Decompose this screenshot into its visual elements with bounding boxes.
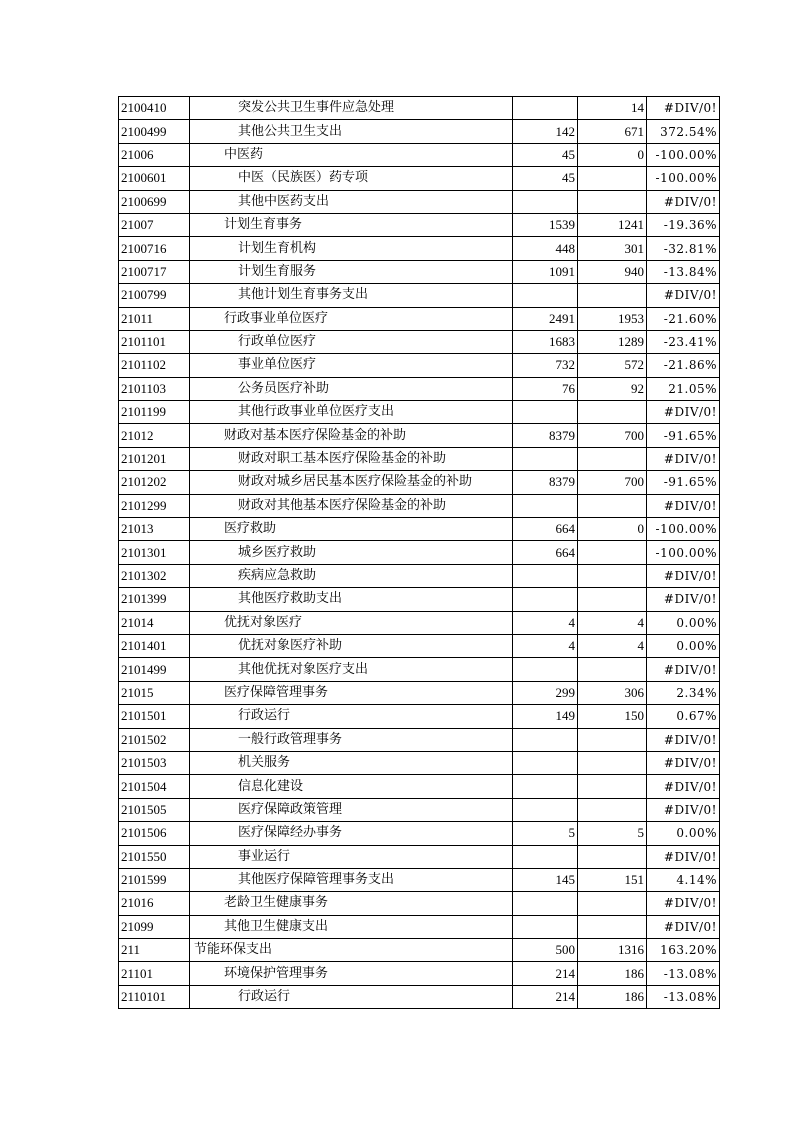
table-row <box>119 962 720 985</box>
account-code-cell: 21012 <box>119 424 190 447</box>
account-name-text: 行政单位医疗 <box>238 334 317 350</box>
account-name-text: 医疗保障政策管理 <box>238 801 343 817</box>
table-row <box>119 658 720 681</box>
account-name-cell <box>190 681 513 704</box>
account-name-text: 机关服务 <box>238 755 291 771</box>
table-row <box>119 424 720 447</box>
account-code-cell: 2101505 <box>119 798 190 821</box>
account-code-cell: 2101199 <box>119 401 190 424</box>
current-amount-cell: 700 <box>578 424 647 447</box>
table-row <box>119 868 720 891</box>
account-name-text: 事业单位医疗 <box>238 357 317 373</box>
account-code-cell: 2101504 <box>119 775 190 798</box>
table-row <box>119 143 720 166</box>
account-code-cell: 21101 <box>119 962 190 985</box>
account-code-cell: 21013 <box>119 518 190 541</box>
account-code-cell: 211 <box>119 939 190 962</box>
prior-amount-cell: 45 <box>513 143 578 166</box>
account-code-cell: 21015 <box>119 681 190 704</box>
account-name-text: 优抚对象医疗补助 <box>238 638 343 654</box>
prior-amount-cell <box>513 798 578 821</box>
account-name-text: 中医（民族医）药专项 <box>238 170 369 186</box>
account-name-text: 突发公共卫生事件应急处理 <box>238 100 395 116</box>
account-name-cell <box>190 424 513 447</box>
table-row <box>119 728 720 751</box>
table-row <box>119 401 720 424</box>
account-name-text: 事业运行 <box>238 848 291 864</box>
account-name-cell <box>190 705 513 728</box>
prior-amount-cell: 500 <box>513 939 578 962</box>
change-percent-cell: #DIV/0! <box>647 775 720 798</box>
account-name-text: 计划生育机构 <box>238 240 317 256</box>
change-percent-cell: #DIV/0! <box>647 494 720 517</box>
change-percent-cell: #DIV/0! <box>647 564 720 587</box>
current-amount-cell: 572 <box>578 354 647 377</box>
account-name-text: 行政事业单位医疗 <box>224 310 329 326</box>
change-percent-cell: 0.00% <box>647 634 720 657</box>
account-name-cell <box>190 518 513 541</box>
change-percent-cell: -21.86% <box>647 354 720 377</box>
current-amount-cell <box>578 588 647 611</box>
account-name-cell <box>190 213 513 236</box>
prior-amount-cell <box>513 97 578 120</box>
account-code-cell: 2101501 <box>119 705 190 728</box>
current-amount-cell <box>578 284 647 307</box>
account-code-cell: 2101102 <box>119 354 190 377</box>
account-name-cell <box>190 588 513 611</box>
table-row <box>119 564 720 587</box>
prior-amount-cell <box>513 915 578 938</box>
account-name-text: 城乡医疗救助 <box>238 544 317 560</box>
account-name-cell <box>190 564 513 587</box>
account-name-text: 环境保护管理事务 <box>224 965 329 981</box>
prior-amount-cell <box>513 190 578 213</box>
account-name-text: 医疗保障经办事务 <box>238 825 343 841</box>
account-name-text: 其他行政事业单位医疗支出 <box>238 404 395 420</box>
table-body <box>119 97 720 1009</box>
current-amount-cell: 151 <box>578 868 647 891</box>
table-row <box>119 213 720 236</box>
account-code-cell: 2101299 <box>119 494 190 517</box>
prior-amount-cell: 149 <box>513 705 578 728</box>
current-amount-cell: 1241 <box>578 213 647 236</box>
change-percent-cell: #DIV/0! <box>647 97 720 120</box>
prior-amount-cell <box>513 588 578 611</box>
change-percent-cell: -19.36% <box>647 213 720 236</box>
account-name-cell <box>190 775 513 798</box>
change-percent-cell: #DIV/0! <box>647 892 720 915</box>
change-percent-cell: -21.60% <box>647 307 720 330</box>
change-percent-cell: 21.05% <box>647 377 720 400</box>
account-name-text: 优抚对象医疗 <box>224 614 303 630</box>
change-percent-cell: -100.00% <box>647 167 720 190</box>
prior-amount-cell: 664 <box>513 541 578 564</box>
account-code-cell: 2100601 <box>119 167 190 190</box>
change-percent-cell: -100.00% <box>647 143 720 166</box>
account-name-text: 财政对城乡居民基本医疗保险基金的补助 <box>238 474 473 490</box>
account-code-cell: 2101401 <box>119 634 190 657</box>
account-name-text: 老龄卫生健康事务 <box>224 895 329 911</box>
current-amount-cell: 5 <box>578 822 647 845</box>
prior-amount-cell <box>513 494 578 517</box>
current-amount-cell <box>578 564 647 587</box>
account-code-cell: 2101506 <box>119 822 190 845</box>
current-amount-cell: 0 <box>578 143 647 166</box>
prior-amount-cell: 2491 <box>513 307 578 330</box>
current-amount-cell: 14 <box>578 97 647 120</box>
current-amount-cell <box>578 447 647 470</box>
account-name-text: 其他医疗保障管理事务支出 <box>238 872 395 888</box>
account-name-text: 财政对职工基本医疗保险基金的补助 <box>238 451 447 467</box>
account-name-text: 医疗救助 <box>224 521 277 537</box>
account-name-text: 行政运行 <box>238 989 291 1005</box>
account-name-cell <box>190 845 513 868</box>
account-code-cell: 2101103 <box>119 377 190 400</box>
account-name-cell <box>190 97 513 120</box>
account-name-cell <box>190 330 513 353</box>
change-percent-cell: #DIV/0! <box>647 915 720 938</box>
prior-amount-cell: 5 <box>513 822 578 845</box>
account-name-text: 疾病应急救助 <box>238 568 317 583</box>
account-name-text: 其他中医药支出 <box>238 193 330 209</box>
table-row <box>119 260 720 283</box>
prior-amount-cell: 1091 <box>513 260 578 283</box>
account-name-cell <box>190 611 513 634</box>
change-percent-cell: -32.81% <box>647 237 720 260</box>
change-percent-cell: 0.67% <box>647 705 720 728</box>
prior-amount-cell: 448 <box>513 237 578 260</box>
account-name-cell <box>190 658 513 681</box>
table-row <box>119 284 720 307</box>
change-percent-cell: #DIV/0! <box>647 798 720 821</box>
prior-amount-cell: 4 <box>513 634 578 657</box>
change-percent-cell: -91.65% <box>647 424 720 447</box>
account-code-cell: 2101502 <box>119 728 190 751</box>
account-name-cell <box>190 962 513 985</box>
account-name-cell <box>190 401 513 424</box>
account-name-cell <box>190 143 513 166</box>
prior-amount-cell <box>513 775 578 798</box>
change-percent-cell: -91.65% <box>647 471 720 494</box>
account-name-cell <box>190 190 513 213</box>
account-code-cell: 2101301 <box>119 541 190 564</box>
table-row <box>119 354 720 377</box>
current-amount-cell: 92 <box>578 377 647 400</box>
prior-amount-cell: 76 <box>513 377 578 400</box>
account-name-text: 其他计划生育事务支出 <box>238 287 369 303</box>
prior-amount-cell <box>513 401 578 424</box>
change-percent-cell: 163.20% <box>647 939 720 962</box>
table-row <box>119 471 720 494</box>
account-name-cell <box>190 494 513 517</box>
current-amount-cell: 4 <box>578 611 647 634</box>
table-row <box>119 985 720 1008</box>
account-name-cell <box>190 915 513 938</box>
account-name-cell <box>190 447 513 470</box>
change-percent-cell: #DIV/0! <box>647 588 720 611</box>
account-name-text: 其他医疗救助支出 <box>238 591 343 607</box>
account-code-cell: 2101101 <box>119 330 190 353</box>
account-code-cell: 2100716 <box>119 237 190 260</box>
account-code-cell: 21007 <box>119 213 190 236</box>
account-code-cell: 2101499 <box>119 658 190 681</box>
table-row <box>119 167 720 190</box>
account-name-text: 财政对其他基本医疗保险基金的补助 <box>238 497 447 513</box>
account-code-cell: 2100410 <box>119 97 190 120</box>
prior-amount-cell: 299 <box>513 681 578 704</box>
account-name-cell <box>190 728 513 751</box>
change-percent-cell: -13.08% <box>647 962 720 985</box>
account-code-cell: 2100717 <box>119 260 190 283</box>
account-code-cell: 2101503 <box>119 751 190 774</box>
table-row <box>119 798 720 821</box>
prior-amount-cell: 732 <box>513 354 578 377</box>
prior-amount-cell <box>513 658 578 681</box>
account-code-cell: 2101302 <box>119 564 190 587</box>
current-amount-cell: 671 <box>578 120 647 143</box>
change-percent-cell: #DIV/0! <box>647 401 720 424</box>
current-amount-cell: 186 <box>578 985 647 1008</box>
prior-amount-cell <box>513 892 578 915</box>
account-name-text: 计划生育事务 <box>224 217 303 233</box>
change-percent-cell: 372.54% <box>647 120 720 143</box>
table-row <box>119 447 720 470</box>
account-name-text: 计划生育服务 <box>238 263 317 279</box>
current-amount-cell <box>578 775 647 798</box>
account-name-cell <box>190 260 513 283</box>
table-row <box>119 307 720 330</box>
change-percent-cell: #DIV/0! <box>647 728 720 751</box>
table-row <box>119 237 720 260</box>
table-row <box>119 775 720 798</box>
current-amount-cell <box>578 915 647 938</box>
account-name-text: 中医药 <box>224 146 264 162</box>
prior-amount-cell <box>513 751 578 774</box>
change-percent-cell: -100.00% <box>647 518 720 541</box>
table-row <box>119 97 720 120</box>
current-amount-cell <box>578 798 647 821</box>
prior-amount-cell: 1683 <box>513 330 578 353</box>
table-row <box>119 377 720 400</box>
current-amount-cell <box>578 167 647 190</box>
table-row <box>119 330 720 353</box>
account-name-text: 行政运行 <box>238 708 291 724</box>
prior-amount-cell: 145 <box>513 868 578 891</box>
account-name-cell <box>190 985 513 1008</box>
prior-amount-cell: 214 <box>513 985 578 1008</box>
account-name-cell <box>190 634 513 657</box>
prior-amount-cell <box>513 447 578 470</box>
table-row <box>119 541 720 564</box>
current-amount-cell: 1316 <box>578 939 647 962</box>
account-name-text: 医疗保障管理事务 <box>224 684 329 700</box>
account-name-cell <box>190 307 513 330</box>
current-amount-cell: 150 <box>578 705 647 728</box>
account-code-cell: 21099 <box>119 915 190 938</box>
current-amount-cell <box>578 845 647 868</box>
prior-amount-cell <box>513 564 578 587</box>
account-name-cell <box>190 541 513 564</box>
current-amount-cell <box>578 728 647 751</box>
account-code-cell: 21011 <box>119 307 190 330</box>
table-row <box>119 939 720 962</box>
account-name-cell <box>190 354 513 377</box>
account-name-cell <box>190 892 513 915</box>
current-amount-cell <box>578 892 647 915</box>
current-amount-cell: 1953 <box>578 307 647 330</box>
account-code-cell: 2101201 <box>119 447 190 470</box>
account-code-cell: 2101550 <box>119 845 190 868</box>
change-percent-cell: -100.00% <box>647 541 720 564</box>
account-name-cell <box>190 377 513 400</box>
change-percent-cell: #DIV/0! <box>647 751 720 774</box>
account-name-text: 一般行政管理事务 <box>238 731 343 747</box>
current-amount-cell <box>578 658 647 681</box>
table-row <box>119 494 720 517</box>
account-name-text: 其他优抚对象医疗支出 <box>238 661 369 677</box>
prior-amount-cell: 664 <box>513 518 578 541</box>
current-amount-cell: 4 <box>578 634 647 657</box>
table-row <box>119 915 720 938</box>
account-code-cell: 21016 <box>119 892 190 915</box>
table-row <box>119 611 720 634</box>
current-amount-cell: 0 <box>578 518 647 541</box>
prior-amount-cell: 4 <box>513 611 578 634</box>
change-percent-cell: #DIV/0! <box>647 284 720 307</box>
change-percent-cell: #DIV/0! <box>647 658 720 681</box>
account-name-text: 公务员医疗补助 <box>238 380 330 396</box>
current-amount-cell <box>578 494 647 517</box>
change-percent-cell: 4.14% <box>647 868 720 891</box>
current-amount-cell: 186 <box>578 962 647 985</box>
current-amount-cell: 940 <box>578 260 647 283</box>
prior-amount-cell <box>513 728 578 751</box>
account-code-cell: 21006 <box>119 143 190 166</box>
current-amount-cell <box>578 541 647 564</box>
change-percent-cell: #DIV/0! <box>647 845 720 868</box>
table-row <box>119 634 720 657</box>
budget-expenditure-table <box>118 96 720 1009</box>
table-row <box>119 751 720 774</box>
table-row <box>119 892 720 915</box>
prior-amount-cell <box>513 284 578 307</box>
change-percent-cell: 0.00% <box>647 611 720 634</box>
account-code-cell: 21014 <box>119 611 190 634</box>
change-percent-cell: -23.41% <box>647 330 720 353</box>
prior-amount-cell: 8379 <box>513 424 578 447</box>
account-name-cell <box>190 120 513 143</box>
prior-amount-cell <box>513 845 578 868</box>
current-amount-cell: 700 <box>578 471 647 494</box>
table-row <box>119 518 720 541</box>
account-name-cell <box>190 237 513 260</box>
account-name-text: 财政对基本医疗保险基金的补助 <box>224 427 407 443</box>
table-row <box>119 705 720 728</box>
account-name-text: 其他公共卫生支出 <box>238 123 343 139</box>
table-row <box>119 588 720 611</box>
change-percent-cell: #DIV/0! <box>647 447 720 470</box>
change-percent-cell: 0.00% <box>647 822 720 845</box>
account-name-cell <box>190 284 513 307</box>
account-name-text: 其他卫生健康支出 <box>224 918 329 934</box>
prior-amount-cell: 214 <box>513 962 578 985</box>
account-name-cell <box>190 868 513 891</box>
account-code-cell: 2110101 <box>119 985 190 1008</box>
account-name-text: 信息化建设 <box>238 778 304 794</box>
account-name-cell <box>190 751 513 774</box>
account-name-cell <box>190 822 513 845</box>
account-name-cell <box>190 471 513 494</box>
current-amount-cell: 1289 <box>578 330 647 353</box>
current-amount-cell <box>578 751 647 774</box>
change-percent-cell: -13.08% <box>647 985 720 1008</box>
prior-amount-cell: 1539 <box>513 213 578 236</box>
current-amount-cell <box>578 190 647 213</box>
account-name-cell <box>190 167 513 190</box>
table-row <box>119 845 720 868</box>
account-code-cell: 2101599 <box>119 868 190 891</box>
account-code-cell: 2100499 <box>119 120 190 143</box>
account-code-cell: 2101399 <box>119 588 190 611</box>
prior-amount-cell: 45 <box>513 167 578 190</box>
change-percent-cell: -13.84% <box>647 260 720 283</box>
prior-amount-cell: 142 <box>513 120 578 143</box>
prior-amount-cell: 8379 <box>513 471 578 494</box>
account-name-cell <box>190 798 513 821</box>
current-amount-cell <box>578 401 647 424</box>
account-code-cell: 2100799 <box>119 284 190 307</box>
current-amount-cell: 306 <box>578 681 647 704</box>
account-name-text: 节能环保支出 <box>194 942 273 958</box>
account-code-cell: 2101202 <box>119 471 190 494</box>
change-percent-cell: #DIV/0! <box>647 190 720 213</box>
table-row <box>119 120 720 143</box>
table-row <box>119 190 720 213</box>
current-amount-cell: 301 <box>578 237 647 260</box>
table-row <box>119 681 720 704</box>
account-name-cell <box>190 939 513 962</box>
change-percent-cell: 2.34% <box>647 681 720 704</box>
account-code-cell: 2100699 <box>119 190 190 213</box>
table-row <box>119 822 720 845</box>
